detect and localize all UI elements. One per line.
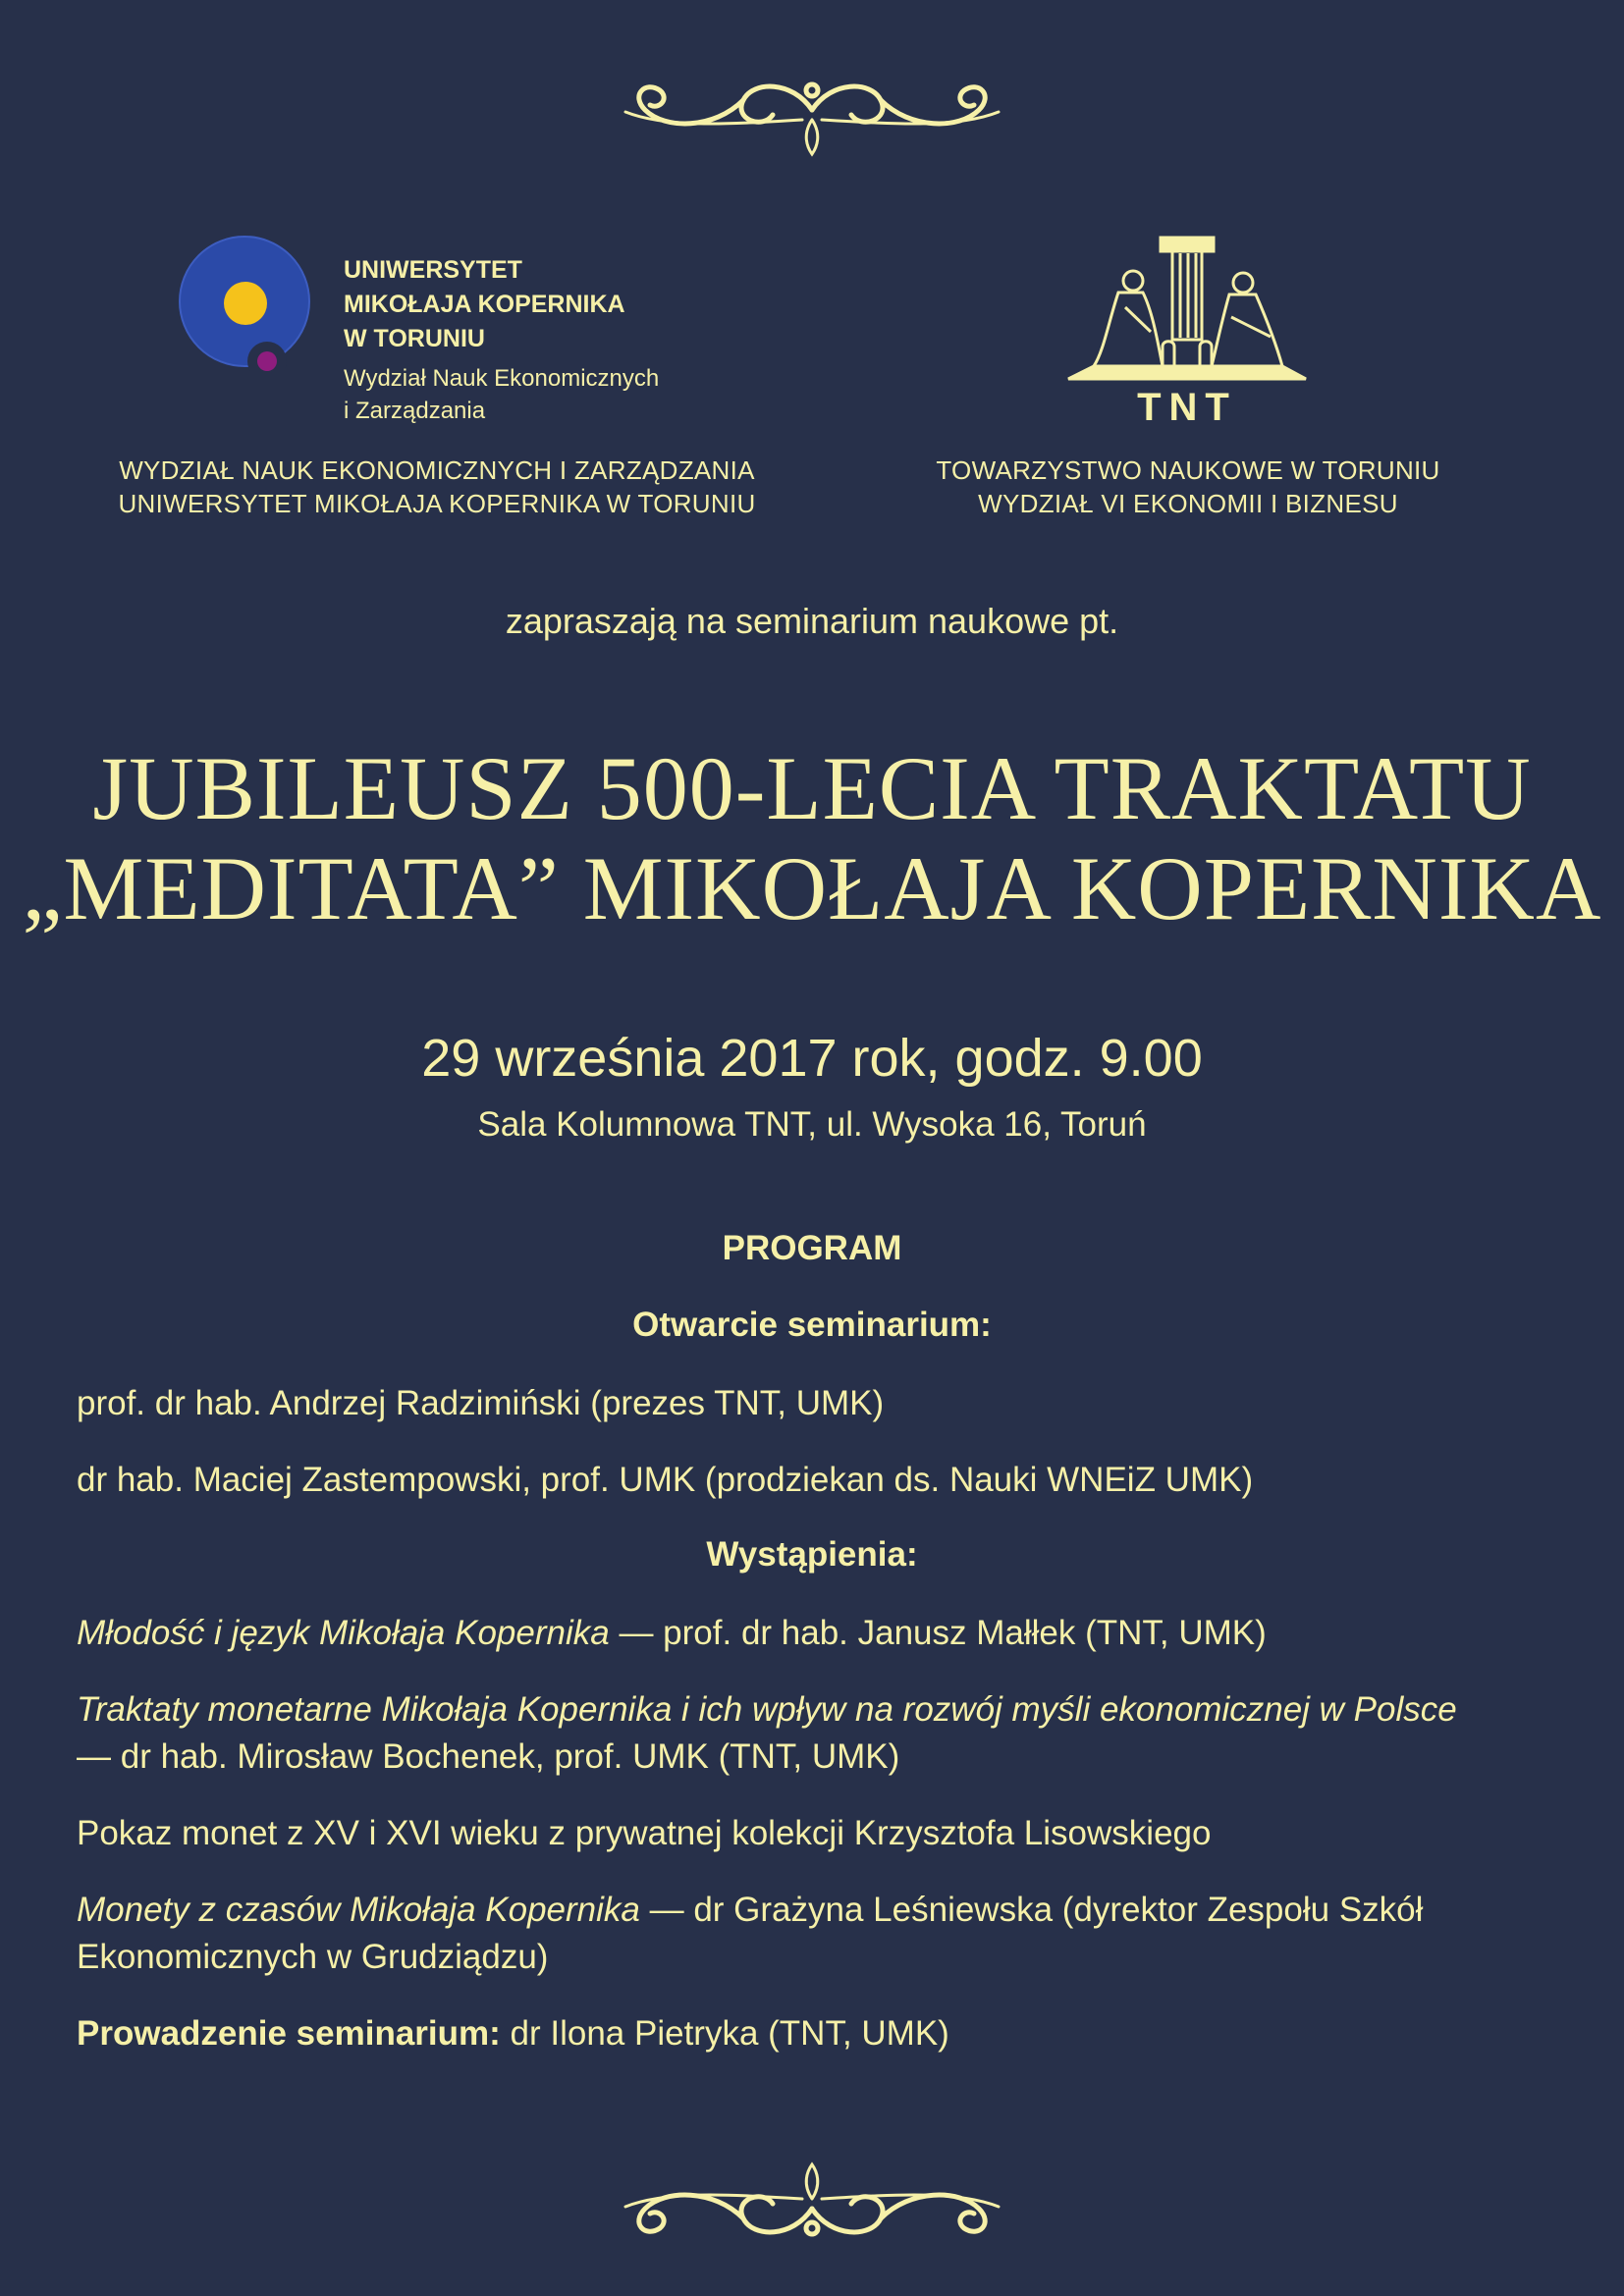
moderator-name: dr Ilona Pietryka (TNT, UMK) — [500, 2014, 949, 2053]
umk-faculty-line: i Zarządzania — [344, 398, 486, 424]
talks-heading: Wystąpienia: — [706, 1535, 918, 1574]
talk-speaker: — dr hab. Mirosław Bochenek, prof. UMK (TNT, UMK) — [77, 1737, 900, 1776]
seminar-title-line: JUBILEUSZ 500-LECIA TRAKTATU — [92, 738, 1532, 838]
bottom-ornament — [606, 2160, 1018, 2248]
event-venue: Sala Kolumnowa TNT, ul. Wysoka 16, Toruń — [477, 1105, 1147, 1144]
talk-speaker: Pokaz monet z XV i XVI wieku z prywatnej kolekcji Krzysztofa Lisowskiego — [77, 1814, 1212, 1852]
umk-name — [344, 253, 659, 356]
moderator-line — [77, 2010, 1569, 2057]
talk-title: Monety z czasów Mikołaja Kopernika — [77, 1891, 640, 1929]
talk-title: Młodość i język Mikołaja Kopernika — [77, 1614, 610, 1652]
umk-logo — [179, 236, 729, 432]
tnt-emblem-icon — [1064, 234, 1310, 426]
top-ornament — [606, 71, 1018, 159]
org-caption-line: WYDZIAŁ VI EKONOMII I BIZNESU — [978, 489, 1398, 518]
invitation-text: zapraszają na seminarium naukowe pt. — [505, 601, 1119, 641]
org-caption-line: WYDZIAŁ NAUK EKONOMICZNYCH I ZARZĄDZANIA — [119, 455, 755, 485]
org-caption-umk — [79, 454, 795, 520]
org-caption-line: UNIWERSYTET MIKOŁAJA KOPERNIKA W TORUNIU — [118, 489, 756, 518]
org-caption-tnt — [864, 454, 1512, 520]
tnt-logo — [1064, 234, 1310, 426]
umk-name-line: MIKOŁAJA KOPERNIKA — [344, 291, 625, 318]
seminar-title-line: „MEDITATA” MIKOŁAJA KOPERNIKA — [22, 838, 1602, 938]
seminar-title — [0, 738, 1624, 938]
talk-item — [77, 1686, 1569, 1781]
talk-speaker: — dr Grażyna Leśniewska (dyrektor Zespołu Szkół Ekonomicznych w Grudziądzu) — [77, 1891, 1424, 1976]
talk-title: Traktaty monetarne Mikołaja Kopernika i ich wpływ na rozwój myśli ekonomicznej w Polsce — [77, 1690, 1457, 1729]
tnt-logo-text: TNT — [1137, 386, 1237, 426]
event-date: 29 września 2017 rok, godz. 9.00 — [421, 1029, 1203, 1088]
opening-heading: Otwarcie seminarium: — [632, 1306, 992, 1344]
umk-name-line: UNIWERSYTET — [344, 256, 522, 284]
talk-speaker: — prof. dr hab. Janusz Małłek (TNT, UMK) — [609, 1614, 1267, 1652]
org-caption-line: TOWARZYSTWO NAUKOWE W TORUNIU — [936, 455, 1440, 485]
program-heading: PROGRAM — [722, 1229, 902, 1267]
umk-faculty-line: Wydział Nauk Ekonomicznych — [344, 365, 660, 392]
opening-speaker: dr hab. Maciej Zastempowski, prof. UMK (prodziekan ds. Nauki WNEiZ UMK) — [77, 1461, 1254, 1499]
opening-speaker: prof. dr hab. Andrzej Radzimiński (prezes TNT, UMK) — [77, 1384, 885, 1422]
talk-item — [77, 1810, 1569, 1857]
umk-emblem-icon — [179, 236, 314, 371]
talk-item — [77, 1610, 1569, 1657]
talk-item — [77, 1887, 1569, 1981]
umk-name-line: W TORUNIU — [344, 325, 485, 352]
umk-faculty — [344, 362, 659, 427]
moderator-label: Prowadzenie seminarium: — [77, 2014, 501, 2053]
